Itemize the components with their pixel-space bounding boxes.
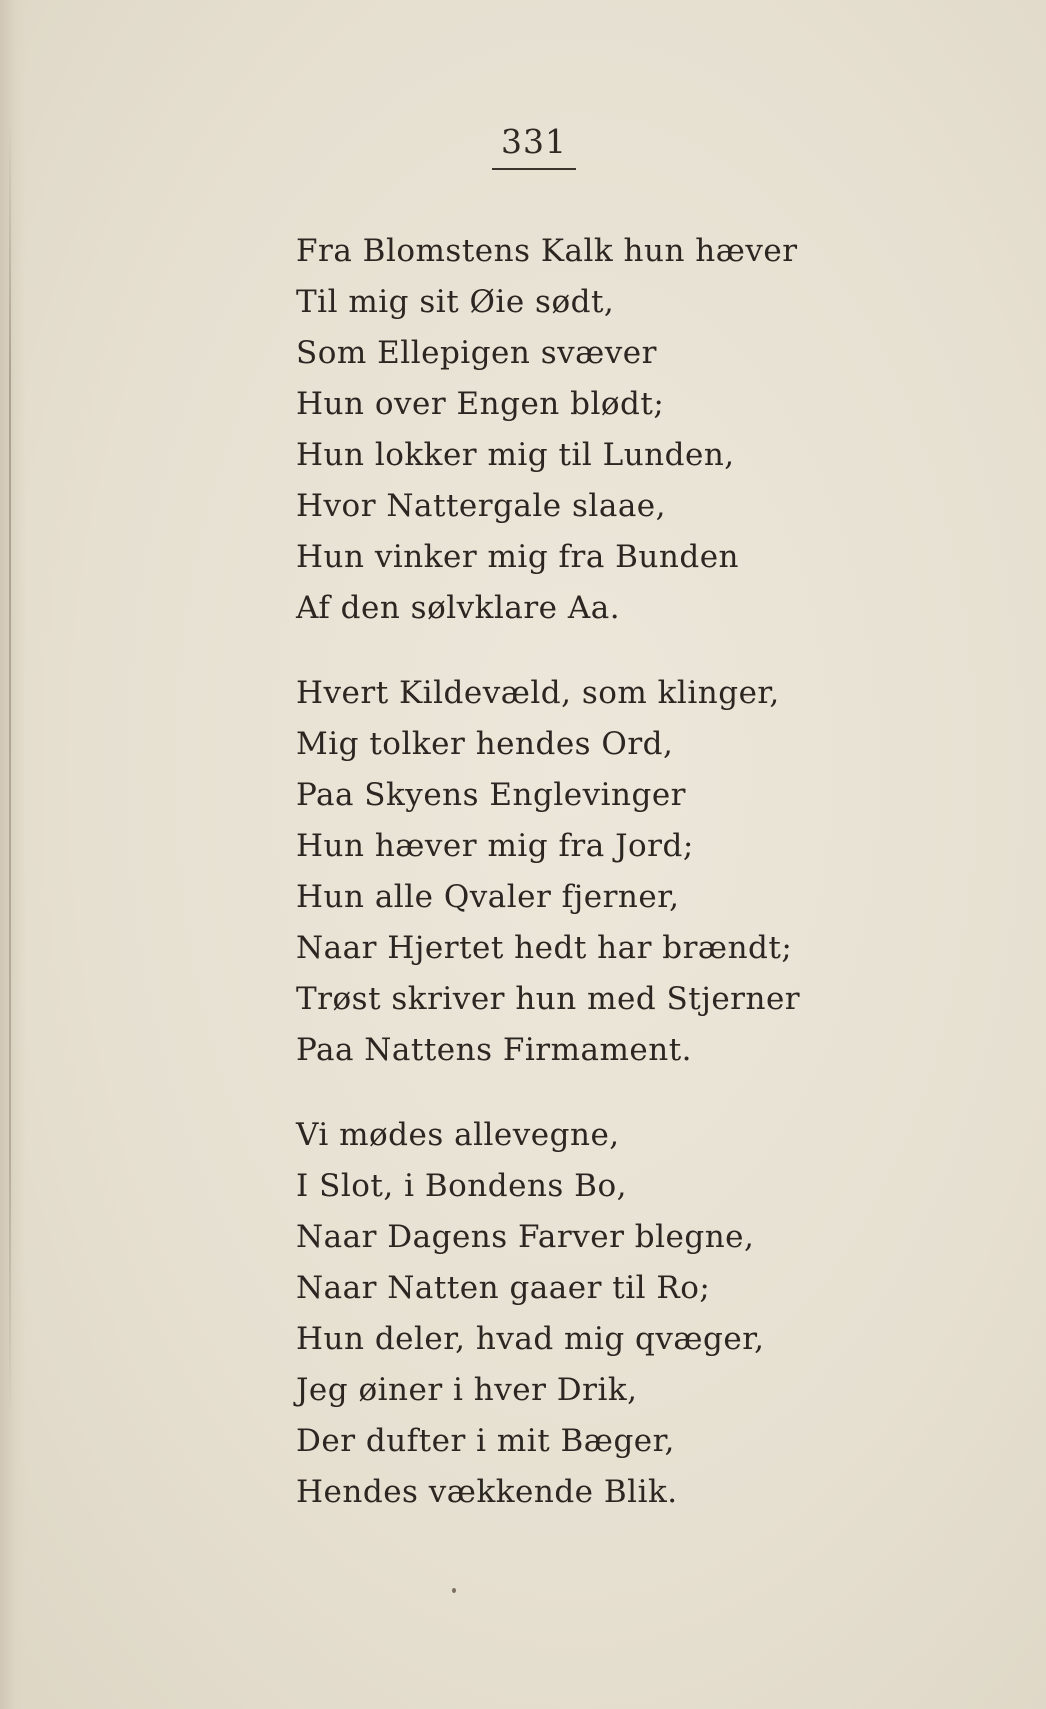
stanza-3 (296, 1110, 816, 1518)
page-number-rule (492, 168, 576, 170)
stanza-2 (296, 668, 816, 1076)
verse-line: Fra Blomstens Kalk hun hæver (296, 233, 798, 269)
verse-line: Hun hæver mig fra Jord; (296, 828, 694, 864)
ink-speck (452, 1588, 456, 1593)
verse-line: Hun over Engen blødt; (296, 386, 665, 422)
page-number: 331 (501, 122, 567, 161)
verse-line: Naar Natten gaaer til Ro; (296, 1270, 711, 1306)
verse-line: Hvor Nattergale slaae, (296, 488, 666, 524)
verse-line: Vi mødes allevegne, (296, 1117, 620, 1153)
verse-line: Hun alle Qvaler fjerner, (296, 879, 680, 915)
verse-line: Der dufter i mit Bæger, (296, 1423, 675, 1459)
verse-line: Naar Hjertet hedt har brændt; (296, 930, 793, 966)
verse-line: Mig tolker hendes Ord, (296, 726, 674, 762)
verse-line: Som Ellepigen svæver (296, 335, 657, 371)
verse-line: I Slot, i Bondens Bo, (296, 1168, 627, 1204)
verse-line: Jeg øiner i hver Drik, (296, 1372, 638, 1408)
binding-edge (9, 120, 11, 1420)
verse-line: Hvert Kildevæld, som klinger, (296, 675, 780, 711)
verse-line: Hun lokker mig til Lunden, (296, 437, 735, 473)
verse-line: Naar Dagens Farver blegne, (296, 1219, 755, 1255)
stanza-1 (296, 226, 816, 634)
verse-line: Hun deler, hvad mig qvæger, (296, 1321, 765, 1357)
verse-line: Trøst skriver hun med Stjerner (296, 981, 801, 1017)
verse-line: Hun vinker mig fra Bunden (296, 539, 740, 575)
verse-line: Hendes vækkende Blik. (296, 1474, 678, 1510)
verse-line: Af den sølvklare Aa. (296, 590, 621, 626)
verse-line: Paa Skyens Englevinger (296, 777, 686, 813)
verse-line: Paa Nattens Firmament. (296, 1032, 693, 1068)
page-gutter (0, 0, 26, 1709)
verse-line: Til mig sit Øie sødt, (296, 284, 615, 320)
